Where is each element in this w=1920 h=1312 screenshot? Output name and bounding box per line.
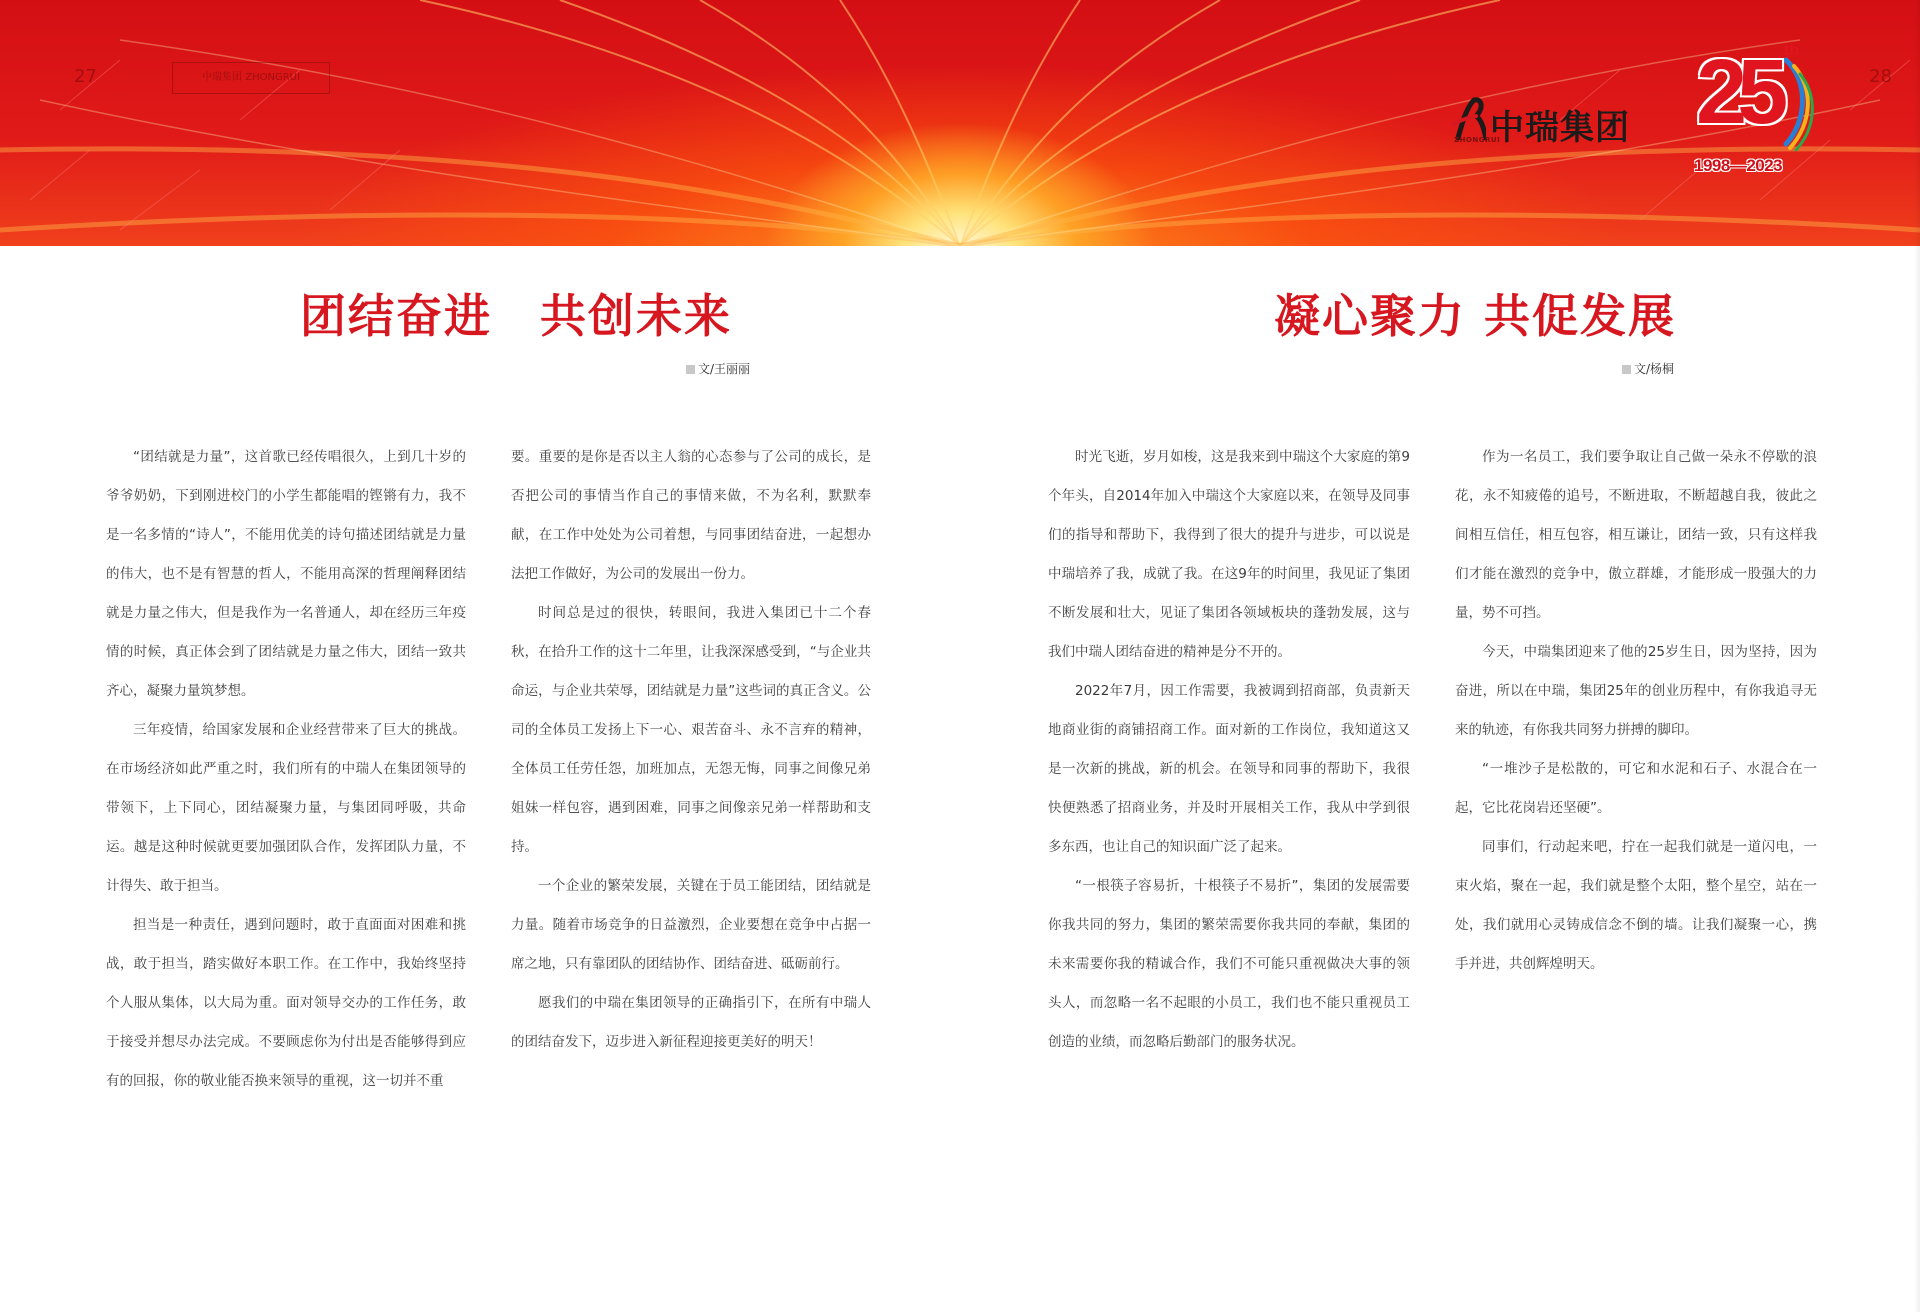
- section-tag: 中瑞集团 ZHONGRUI: [172, 62, 330, 94]
- article-right-column-1: [1048, 438, 1410, 1062]
- paragraph: 一个企业的繁荣发展，关键在于员工能团结，团结就是力量。随着市场竞争的日益激烈，企业要想在竞争中占据一席之地，只有靠团队的团结协作、团结奋进、砥砺前行。: [511, 878, 871, 972]
- paragraph: 要。重要的是你是否以主人翁的心态参与了公司的成长，是否把公司的事情当作自己的事情来做，不为名利，默默奉献，在工作中处处为公司着想，与同事团结奋进，一起想办法把工作做好，为公司的发展出一份力。: [511, 449, 871, 582]
- page-number-right: 28: [1869, 66, 1892, 87]
- anniversary-suffix: th: [1784, 42, 1800, 59]
- paragraph: 今天，中瑞集团迎来了他的25岁生日，因为坚持，因为奋进，所以在中瑞，集团25年的创业历程中，有你我追寻无来的轨迹，有你我共同努力拼搏的脚印。: [1455, 644, 1817, 738]
- paragraph: 三年疫情，给国家发展和企业经营带来了巨大的挑战。在市场经济如此严重之时，我们所有的中瑞人在集团领导的带领下，上下同心，团结凝聚力量，与集团同呼吸，共命运。越是这种时候就更要加强团队合作，发挥团队力量，不计得失、敢于担当。: [106, 722, 466, 894]
- anniversary-number: 25: [1696, 41, 1779, 143]
- header-banner: [0, 0, 1920, 246]
- page-edge-shadow: [1914, 0, 1920, 1312]
- paragraph: “一堆沙子是松散的，可它和水泥和石子、水混合在一起，它比花岗岩还坚硬”。: [1455, 761, 1817, 816]
- article-right-column-2: [1455, 438, 1817, 984]
- article-left-byline: 文/王丽丽: [686, 360, 750, 377]
- company-logo-name: 中瑞集团: [1490, 108, 1630, 148]
- paragraph: 时光飞逝，岁月如梭，这是我来到中瑞这个大家庭的第9个年头，自2014年加入中瑞这个大家庭以来，在领导及同事们的指导和帮助下，我得到了很大的提升与进步，可以说是中瑞培养了我，成就了我。在这9年的时间里，我见证了集团不断发展和壮大，见证了集团各领域板块的蓬勃发展，这与我们中瑞人团结奋进的精神是分不开的。: [1048, 449, 1410, 660]
- paragraph: 时间总是过的很快，转眼间，我进入集团已十二个春秋，在拾升工作的这十二年里，让我深深感受到，“与企业共命运，与企业共荣辱，团结就是力量”这些词的真正含义。公司的全体员工发扬上下一心、艰苦奋斗、永不言弃的精神，全体员工任劳任怨，加班加点，无怨无悔，同事之间像兄弟姐妹一样包容，遇到困难，同事之间像亲兄弟一样帮助和支持。: [511, 605, 871, 855]
- article-left-column-1: [106, 438, 466, 1101]
- paragraph: 2022年7月，因工作需要，我被调到招商部，负责新天地商业街的商铺招商工作。面对新的工作岗位，我知道这又是一次新的挑战，新的机会。在领导和同事的帮助下，我很快便熟悉了招商业务，并及时开展相关工作，我从中学到很多东西，也让自己的知识面广泛了起来。: [1048, 683, 1410, 855]
- paragraph: 作为一名员工，我们要争取让自己做一朵永不停歇的浪花，永不知疲倦的追号，不断进取，不断超越自我，彼此之间相互信任，相互包容，相互谦让，团结一致，只有这样我们才能在激烈的竞争中，傲立群雄，才能形成一股强大的力量，势不可挡。: [1455, 449, 1817, 621]
- article-left-column-2: [511, 438, 871, 1062]
- article-right-title: 凝心聚力 共促发展: [1274, 289, 1677, 343]
- article-left-title: 团结奋进 共创未来: [300, 289, 732, 343]
- paragraph: “一根筷子容易折，十根筷子不易折”，集团的发展需要你我共同的努力，集团的繁荣需要你我共同的奉献，集团的未来需要你我的精诚合作，我们不可能只重视做决大事的领头人，而忽略一名不起眼的小员工，我们也不能只重视员工创造的业绩，而忽略后勤部门的服务状况。: [1048, 878, 1410, 1050]
- paragraph: 愿我们的中瑞在集团领导的正确指引下，在所有中瑞人的团结奋发下，迈步进入新征程迎接更美好的明天！: [511, 995, 871, 1050]
- company-logo-subtitle: ZHONGRUI: [1454, 136, 1501, 144]
- anniversary-emblem: [1690, 40, 1820, 180]
- paragraph: “团结就是力量”，这首歌已经传唱很久，上到几十岁的爷爷奶奶，下到刚进校门的小学生都能唱的铿锵有力，我不是一名多情的“诗人”，不能用优美的诗句描述团结就是力量的伟大，也不是有智慧的哲人，不能用高深的哲理阐释团结就是力量之伟大，但是我作为一名普通人，却在经历三年疫情的时候，真正体会到了团结就是力量之伟大，团结一致共齐心，凝聚力量筑梦想。: [106, 449, 466, 699]
- paragraph: 同事们，行动起来吧，拧在一起我们就是一道闪电，一束火焰，聚在一起，我们就是整个太阳，整个星空，站在一处，我们就用心灵铸成信念不倒的墙。让我们凝聚一心，携手并进，共创辉煌明天。: [1455, 839, 1817, 972]
- page-number-left: 27: [74, 66, 97, 87]
- company-logo: [1452, 94, 1652, 150]
- article-right-byline: 文/杨桐: [1622, 360, 1674, 377]
- anniversary-years: 1998—2023: [1694, 156, 1783, 175]
- paragraph: 担当是一种责任，遇到问题时，敢于直面面对困难和挑战，敢于担当，踏实做好本职工作。在工作中，我始终坚持个人服从集体，以大局为重。面对领导交办的工作任务，敢于接受并想尽办法完成。不要顾虑你为付出是否能够得到应有的回报，你的敬业能否换来领导的重视，这一切并不重: [106, 917, 466, 1089]
